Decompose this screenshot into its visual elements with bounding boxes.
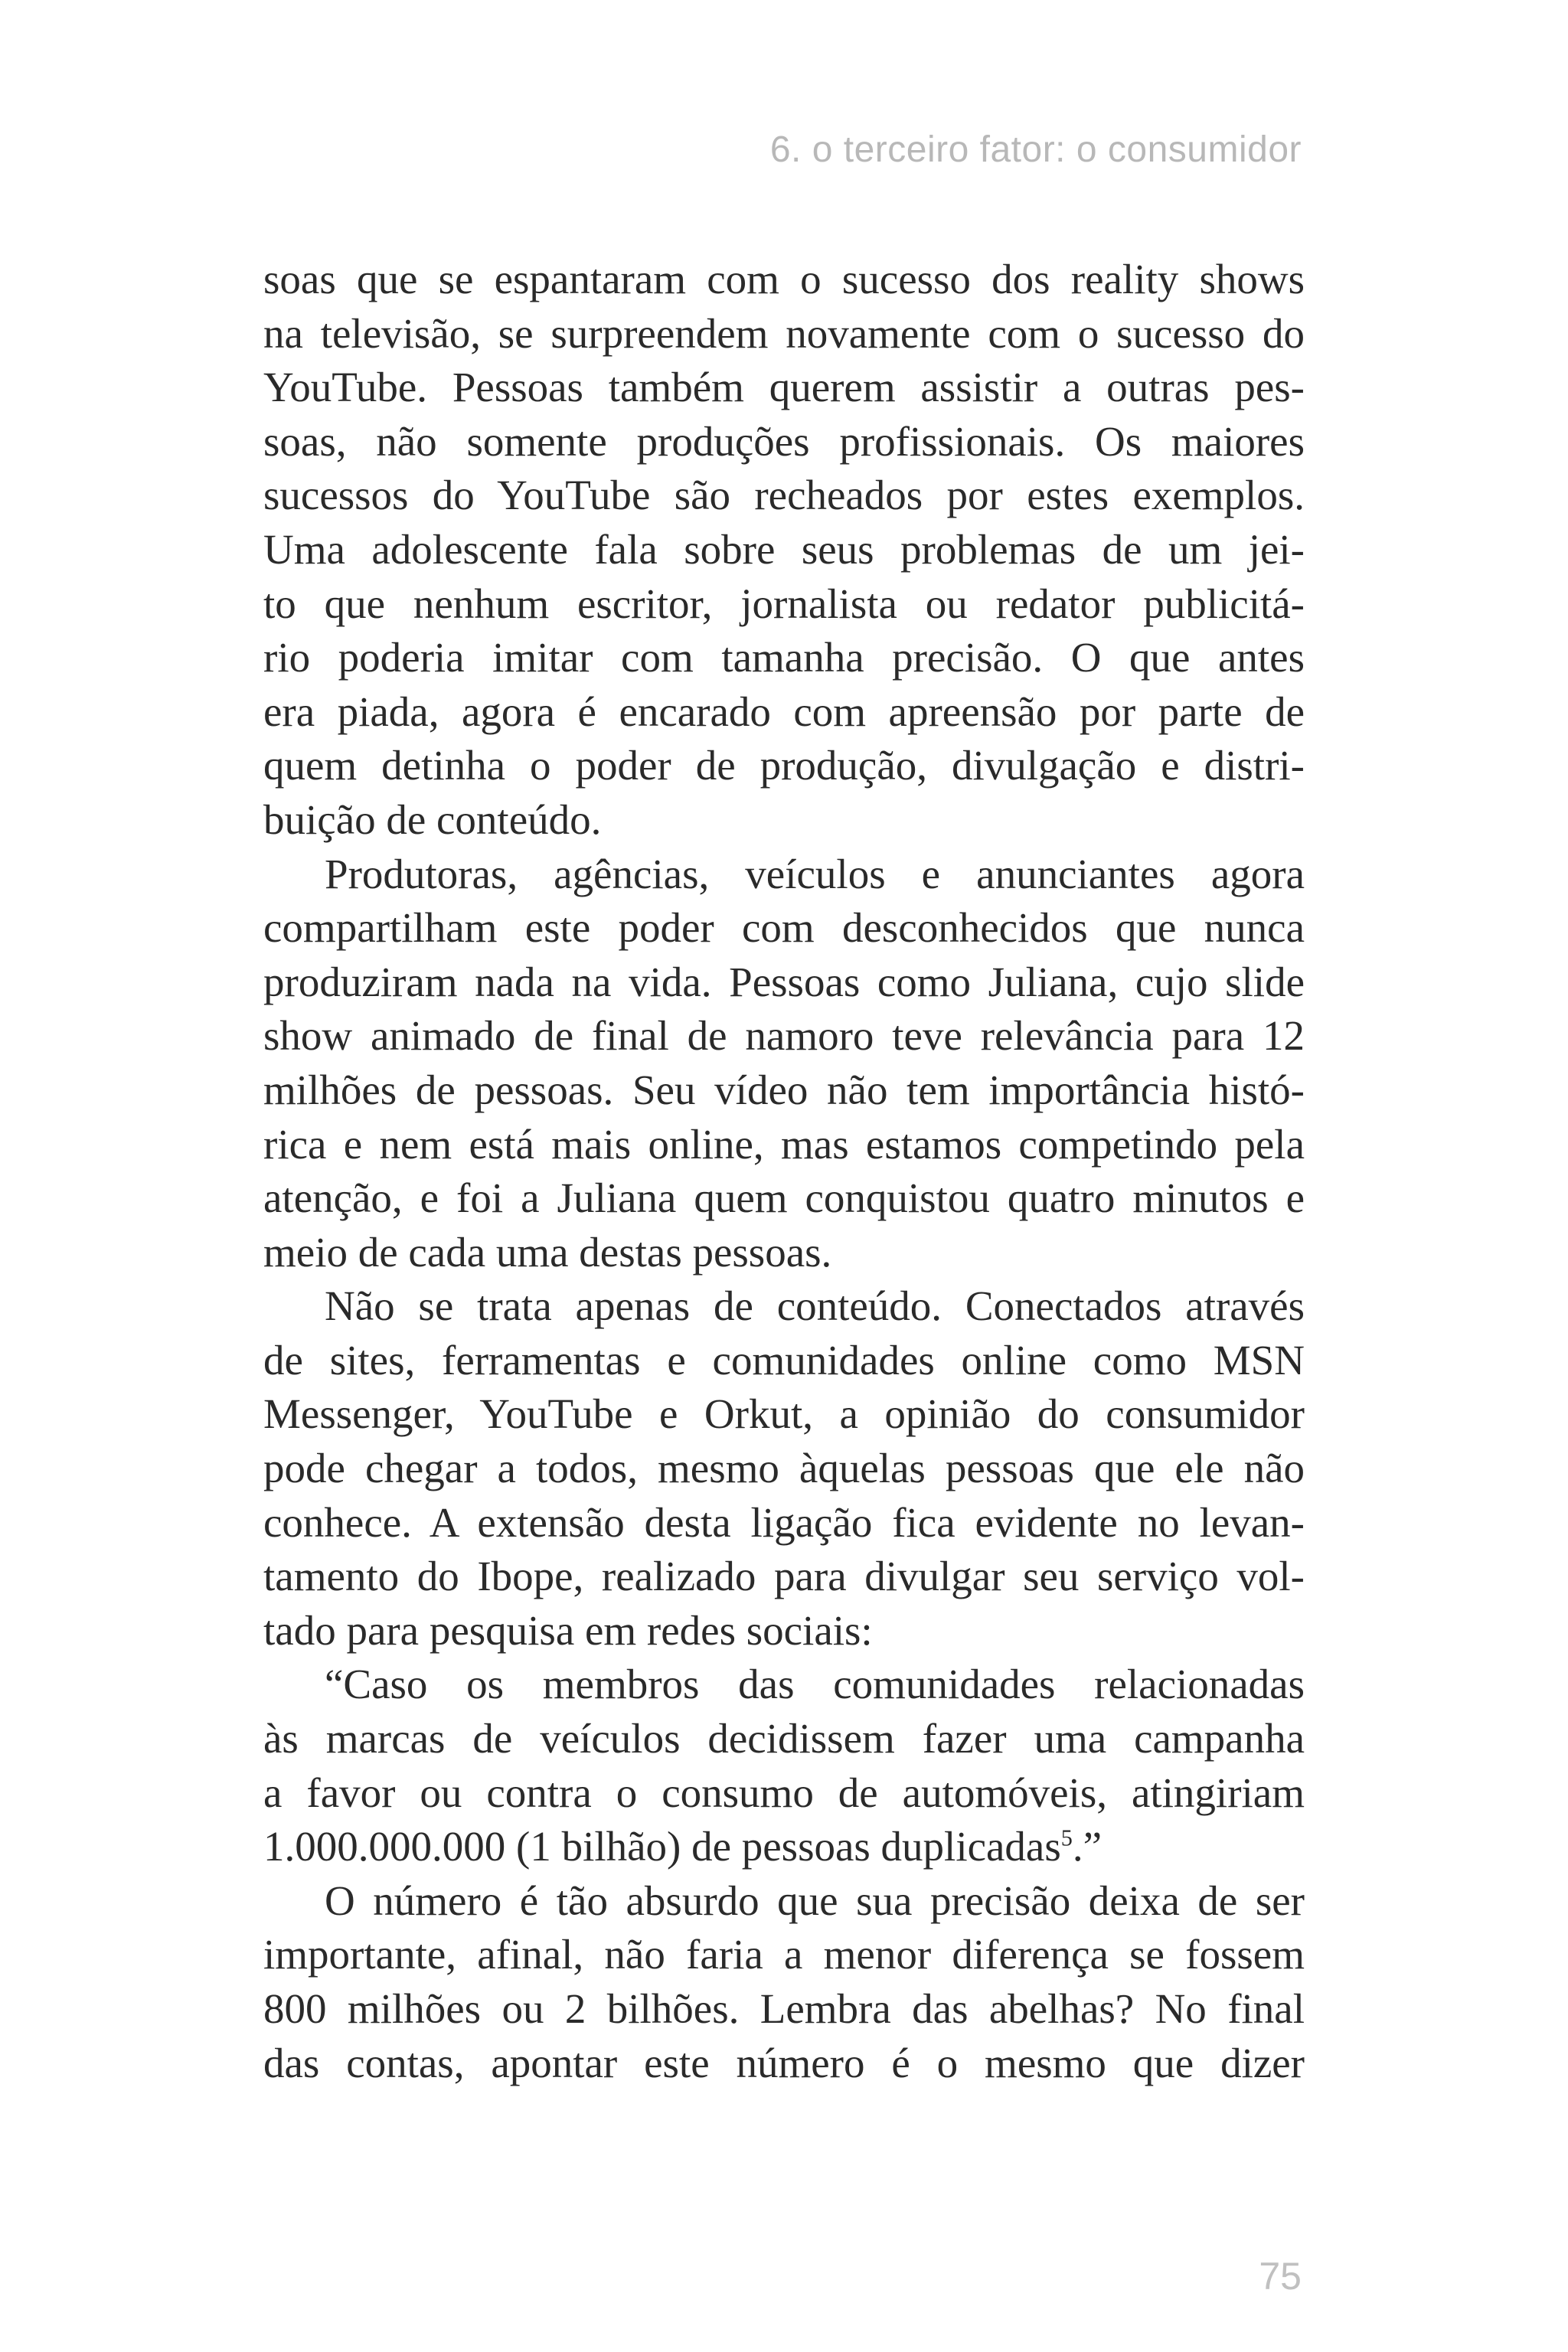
text-line: show animado de final de namoro teve relevância para 12 (263, 1012, 1305, 1060)
paragraph-2 (263, 848, 1305, 1280)
text-line: sucessos do YouTube são recheados por estes exemplos. (263, 472, 1305, 519)
text-line: “Caso os membros das comunidades relacionadas (325, 1661, 1305, 1708)
quote-close: .” (1072, 1823, 1102, 1870)
text-line: conhece. A extensão desta ligação fica evidente no levan- (263, 1498, 1305, 1546)
text-line: soas, não somente produções profissionais. Os maiores (263, 417, 1305, 465)
text-line: compartilham este poder com desconhecidos que nunca (263, 904, 1305, 952)
running-header: 6. o terceiro fator: o consumidor (769, 129, 1302, 170)
text-line: meio de cada uma destas pessoas. (263, 1228, 832, 1276)
text-line: das contas, apontar este número é o mesmo que dizer (263, 2039, 1305, 2086)
text-line: produziram nada na vida. Pessoas como Juliana, cujo slide (263, 958, 1305, 1005)
text-line: a favor ou contra o consumo de automóveis, atingiriam (263, 1769, 1305, 1816)
text-line: to que nenhum escritor, jornalista ou redator publicitá- (263, 580, 1305, 627)
block-quote (263, 1658, 1305, 1873)
text-line: Messenger, YouTube e Orkut, a opinião do consumidor (263, 1390, 1305, 1438)
text-line: quem detinha o poder de produção, divulgação e distri- (263, 742, 1305, 789)
text-line: na televisão, se surpreendem novamente com o sucesso do (263, 309, 1305, 357)
page-number: 75 (1259, 2255, 1302, 2298)
text-line: rio poderia imitar com tamanha precisão. O que antes (263, 634, 1305, 681)
text-line: Uma adolescente fala sobre seus problemas de um jei- (263, 525, 1305, 573)
text-line: buição de conteúdo. (263, 795, 602, 843)
text-line: milhões de pessoas. Seu vídeo não tem importância histó- (263, 1066, 1305, 1113)
text-line: pode chegar a todos, mesmo àquelas pessoas que ele não (263, 1445, 1305, 1492)
text-line: tado para pesquisa em redes sociais: (263, 1606, 873, 1654)
paragraph-5 (263, 1874, 1305, 2090)
paragraph-3 (263, 1279, 1305, 1658)
text-line: 800 milhões ou 2 bilhões. Lembra das abelhas? No final (263, 1985, 1305, 2032)
body-text (263, 253, 1305, 2090)
quote-last-text: 1.000.000.000 (1 bilhão) de pessoas duplicadas (263, 1823, 1061, 1870)
paragraph-1 (263, 253, 1305, 848)
text-line: soas que se espantaram com o sucesso dos reality shows (263, 256, 1305, 302)
footnote-marker[interactable]: 5 (1060, 1824, 1073, 1851)
text-line: era piada, agora é encarado com apreensão por parte de (263, 688, 1305, 735)
text-line: atenção, e foi a Juliana quem conquistou quatro minutos e (263, 1174, 1305, 1222)
text-line: Não se trata apenas de conteúdo. Conectados através (325, 1282, 1305, 1330)
text-line (263, 1820, 1305, 1874)
text-line: importante, afinal, não faria a menor diferença se fossem (263, 1931, 1305, 1978)
text-line: rica e nem está mais online, mas estamos competindo pela (263, 1120, 1305, 1168)
text-line: O número é tão absurdo que sua precisão deixa de ser (325, 1877, 1305, 1924)
text-line: Produtoras, agências, veículos e anunciantes agora (325, 850, 1305, 897)
text-line: às marcas de veículos decidissem fazer uma campanha (263, 1715, 1305, 1762)
text-line: tamento do Ibope, realizado para divulgar seu serviço vol- (263, 1553, 1305, 1600)
text-line: de sites, ferramentas e comunidades online como MSN (263, 1336, 1305, 1383)
text-line: YouTube. Pessoas também querem assistir a outras pes- (263, 364, 1305, 411)
